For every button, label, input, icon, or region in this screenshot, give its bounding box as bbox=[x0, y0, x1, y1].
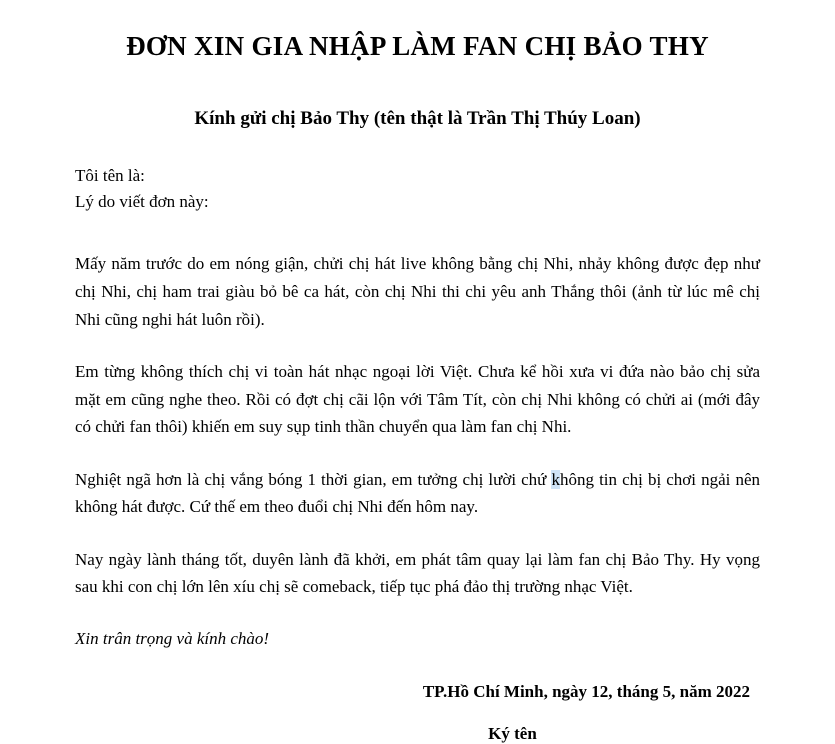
signature-label: Ký tên bbox=[488, 723, 537, 743]
body-paragraph-2: Em từng không thích chị vi toàn hát nhạc ngoại lời Việt. Chưa kể hồi xưa vi đứa nào bảo chị sửa mặt em cũng nghe theo. Rồi có đợt chị cãi lộn với Tâm Tít, còn chị Nhi không có chửi ai (mới đây có chửi fan thôi) khiến em suy sụp tinh thần chuyển qua làm fan chị Nhi. bbox=[75, 362, 760, 437]
page-title: ĐƠN XIN GIA NHẬP LÀM FAN CHỊ BẢO THY bbox=[126, 31, 709, 61]
body-paragraph-1: Mấy năm trước do em nóng giận, chửi chị hát live không bằng chị Nhi, nhảy không được đẹp như chị Nhi, chị ham trai giàu bỏ bê ca hát, còn chị Nhi thi chi yêu anh Thắng thôi (ảnh từ lúc mê chị Nhi cũng nghi hát luôn rồi). bbox=[75, 254, 760, 329]
body-paragraph-4: Nay ngày lành tháng tốt, duyên lành đã khởi, em phát tâm quay lại làm fan chị Bảo Thy. Hy vọng sau khi con chị lớn lên xíu chị sẽ comeback, tiếp tục phá đảo thị trường nhạc Việt. bbox=[75, 549, 760, 597]
place-date-line: TP.Hồ Chí Minh, ngày 12, tháng 5, năm 2022 bbox=[422, 681, 750, 701]
form-fields bbox=[75, 163, 760, 216]
body-paragraph-3-part-b: hông tin chị bị chơi ngải nên không hát được. Cứ thế em theo đuổi chị Nhi đến hôm nay. bbox=[75, 469, 760, 517]
closing-line: Xin trân trọng và kính chào! bbox=[75, 628, 270, 648]
body-paragraph-3-part-a: Nghiệt ngã hơn là chị vắng bóng 1 thời gian, em tưởng chị lười chứ bbox=[75, 469, 552, 489]
text-selection-highlight: k bbox=[551, 469, 560, 489]
field-reason-line: Lý do viết đơn này: bbox=[75, 192, 209, 212]
field-name-line: Tôi tên là: bbox=[75, 165, 145, 185]
body-paragraph-3 bbox=[75, 466, 760, 521]
salutation-line: Kính gửi chị Bảo Thy (tên thật là Trần Thị Thúy Loan) bbox=[194, 107, 641, 129]
